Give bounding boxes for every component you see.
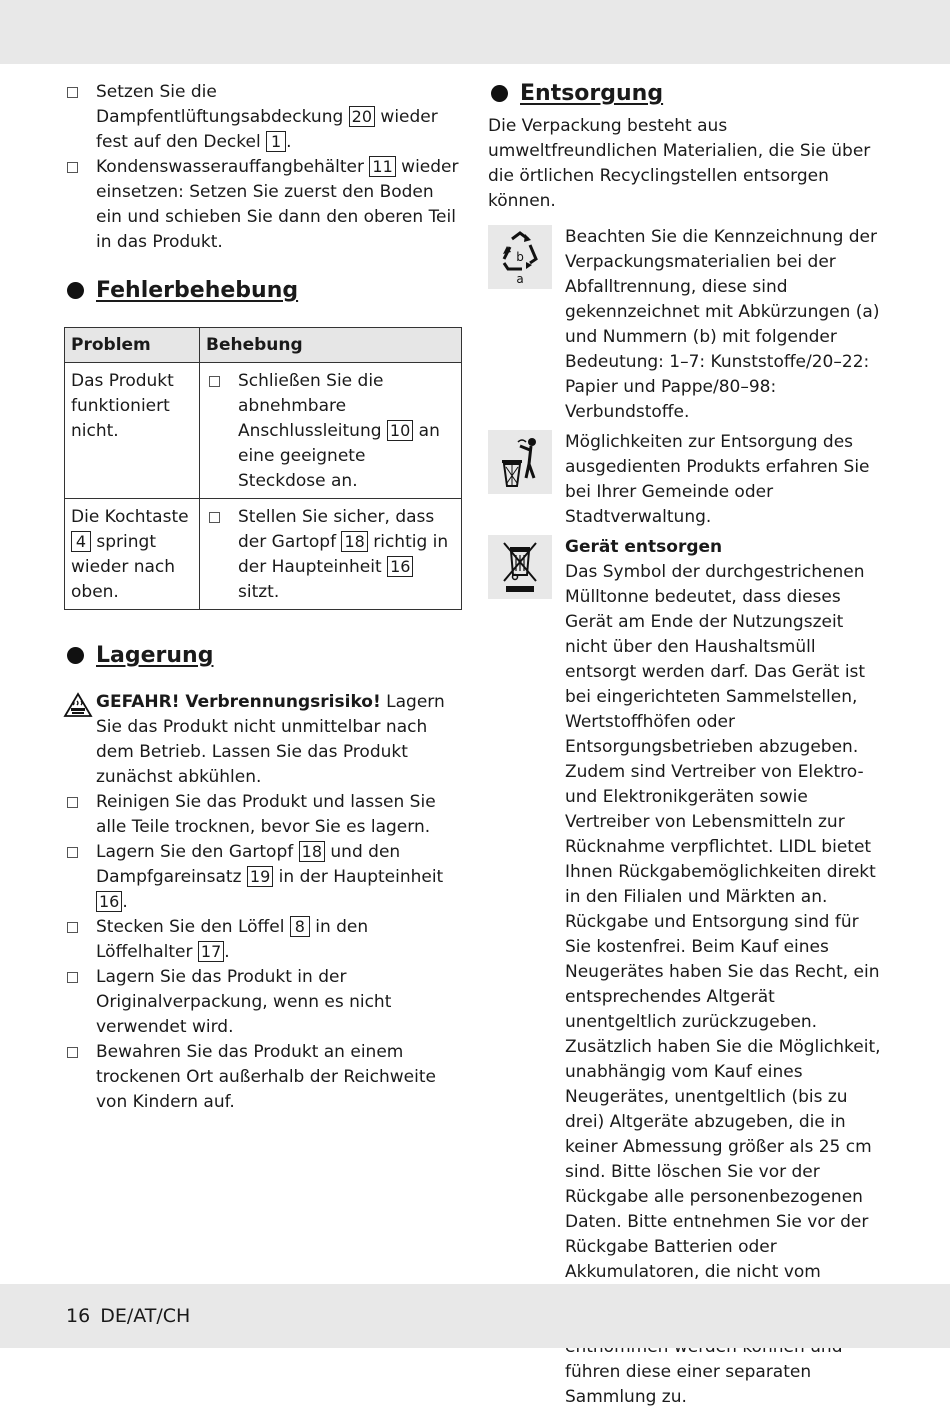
weee-symbol — [488, 535, 552, 599]
checkbox-icon — [67, 1047, 78, 1058]
list-item: Kondenswasserauffangbehälter 11 wieder einsetzen: Setzen Sie zuerst den Boden ein und schieben Sie dann den oberen Teil in das Produkt. — [64, 155, 464, 255]
recycling-symbol — [488, 225, 552, 289]
recycling-icon — [494, 229, 546, 285]
part-ref: 8 — [290, 916, 310, 937]
table-row — [65, 363, 462, 499]
list-item: Lagern Sie den Gartopf 18 und den Dampfgareinsatz 19 in der Haupteinheit 16 . — [64, 840, 464, 915]
section-heading-fehlerbehebung: Fehlerbehebung — [64, 277, 464, 305]
right-column — [488, 80, 888, 1410]
list-item: Schließen Sie die abnehmbare Anschlussleitung 10 an eine geeignete Steckdose an. — [206, 369, 455, 494]
list-item: Lagern Sie das Produkt in der Originalverpackung, wenn es nicht verwendet wird. — [64, 965, 464, 1040]
part-ref: 10 — [387, 420, 413, 441]
table-header-behebung: Behebung — [200, 328, 462, 363]
part-ref: 20 — [349, 106, 375, 127]
list-item: Setzen Sie die Dampfentlüftungsabdeckung 20 wieder fest auf den Deckel 1 . — [64, 80, 464, 155]
part-ref: 17 — [198, 941, 224, 962]
troubleshooting-table — [64, 327, 462, 610]
list-item: Reinigen Sie das Produkt und lassen Sie alle Teile trocknen, bevor Sie es lagern. — [64, 790, 464, 840]
checkbox-icon — [67, 797, 78, 808]
part-ref: 16 — [96, 891, 122, 912]
checkbox-icon — [209, 512, 220, 523]
bullet-dot-icon — [491, 85, 508, 102]
recycling-note — [488, 225, 888, 425]
left-column — [64, 80, 464, 1115]
part-ref: 18 — [299, 841, 325, 862]
bullet-dot-icon — [67, 647, 84, 664]
table-cell-fix — [200, 499, 462, 610]
bin-note — [488, 430, 888, 530]
table-header-problem: Problem — [65, 328, 200, 363]
hot-surface-warning-icon — [64, 693, 92, 717]
list-item: Stecken Sie den Löffel 8 in den Löffelhalter 17 . — [64, 915, 464, 965]
list-item: Stellen Sie sicher, dass der Gartopf 18 richtig in der Haupteinheit 16 sitzt. — [206, 505, 455, 605]
weee-text: Das Symbol der durchgestrichenen Mülltonne bedeutet, dass dieses Gerät am Ende der Nutzungszeit nicht über den Haushaltsmüll entsorgt werden darf. Das Gerät ist bei eingerichteten Sammelstellen, Wertstoffhöfen oder Entsorgungsbetrieben abzugeben. Zudem sind Vertreiber von Elektro- und Elektronikgeräten sowie Vertreiber von Lebensmitteln zur Rücknahme verpflichtet. LIDL bietet Ihnen Rückgabemöglichkeiten direkt in den Filialen und Märkten an. Rückgabe und Entsorgung sind für Sie kostenfrei. Beim Kauf eines Neugerätes haben Sie das Recht, ein entsprechendes Altgerät unentgeltlich zurückzugeben. Zusätzlich haben Sie die Möglichkeit, unabhängig vom Kauf eines Neugerätes, unentgeltlich (bis zu drei) Altgeräte abzugeben, die in keiner Abmessung größer als 25 cm sind. Bitte löschen Sie vor der Rückgabe alle personenbezogenen Daten. Bitte entnehmen Sie vor der Rückgabe Batterien oder Akkumulatoren, die nicht vom führen diese einer separaten Sammlung zu. — [565, 562, 881, 1407]
table-header-row — [65, 328, 462, 363]
checkbox-icon — [67, 922, 78, 933]
bullet-dot-icon — [67, 282, 84, 299]
bin-symbol — [488, 430, 552, 494]
checkbox-icon — [209, 376, 220, 387]
crossed-out-bin-icon — [500, 539, 540, 595]
bin-text: Möglichkeiten zur Entsorgung des ausgedienten Produkts erfahren Sie bei Ihrer Gemeinde oder Stadtverwaltung. — [565, 432, 870, 527]
part-ref: 4 — [71, 531, 91, 552]
weee-title: Gerät entsorgen — [565, 537, 723, 557]
table-cell-fix — [200, 363, 462, 499]
disposal-intro: Die Verpackung besteht aus umweltfreundlichen Materialien, die Sie über die örtlichen Recyclingstellen entsorgen können. — [488, 116, 871, 211]
danger-warning: GEFAHR! Verbrennungsrisiko! Lagern Sie das Produkt nicht unmittelbar nach dem Betrieb. Lassen Sie das Produkt zunächst abkühlen. — [64, 690, 464, 790]
part-ref: 16 — [387, 556, 413, 577]
table-row — [65, 499, 462, 610]
checkbox-icon — [67, 87, 78, 98]
page-footer — [66, 1304, 200, 1328]
part-ref: 11 — [369, 156, 395, 177]
language-code: DE/AT/CH — [100, 1305, 191, 1327]
table-cell-problem: Die Kochtaste 4 springt wieder nach oben. — [65, 499, 200, 610]
svg-text:b: b — [516, 250, 524, 264]
weee-note — [488, 535, 888, 1410]
table-cell-problem: Das Produkt funktioniert nicht. — [65, 363, 200, 499]
part-ref: 19 — [247, 866, 273, 887]
checkbox-icon — [67, 162, 78, 173]
recycling-text: Beachten Sie die Kennzeichnung der Verpackungsmaterialien bei der Abfalltrennung, diese sind gekennzeichnet mit Abkürzungen (a) und Nummern (b) mit folgender Bedeutung: 1–7: Kunststoffe/20–22: Papier und Pappe/80–98: Verbundstoffe. — [565, 227, 880, 422]
trash-bin-icon — [498, 434, 542, 490]
section-heading-lagerung: Lagerung — [64, 642, 464, 670]
part-ref: 1 — [266, 131, 286, 152]
part-ref: 18 — [341, 531, 367, 552]
checkbox-icon — [67, 972, 78, 983]
checkbox-icon — [67, 847, 78, 858]
page-number: 16 — [66, 1305, 91, 1327]
section-heading-entsorgung: Entsorgung — [488, 80, 888, 108]
svg-text:a: a — [516, 272, 524, 286]
header-band — [0, 0, 950, 64]
list-item: Bewahren Sie das Produkt an einem trockenen Ort außerhalb der Reichweite von Kindern auf. — [64, 1040, 464, 1115]
